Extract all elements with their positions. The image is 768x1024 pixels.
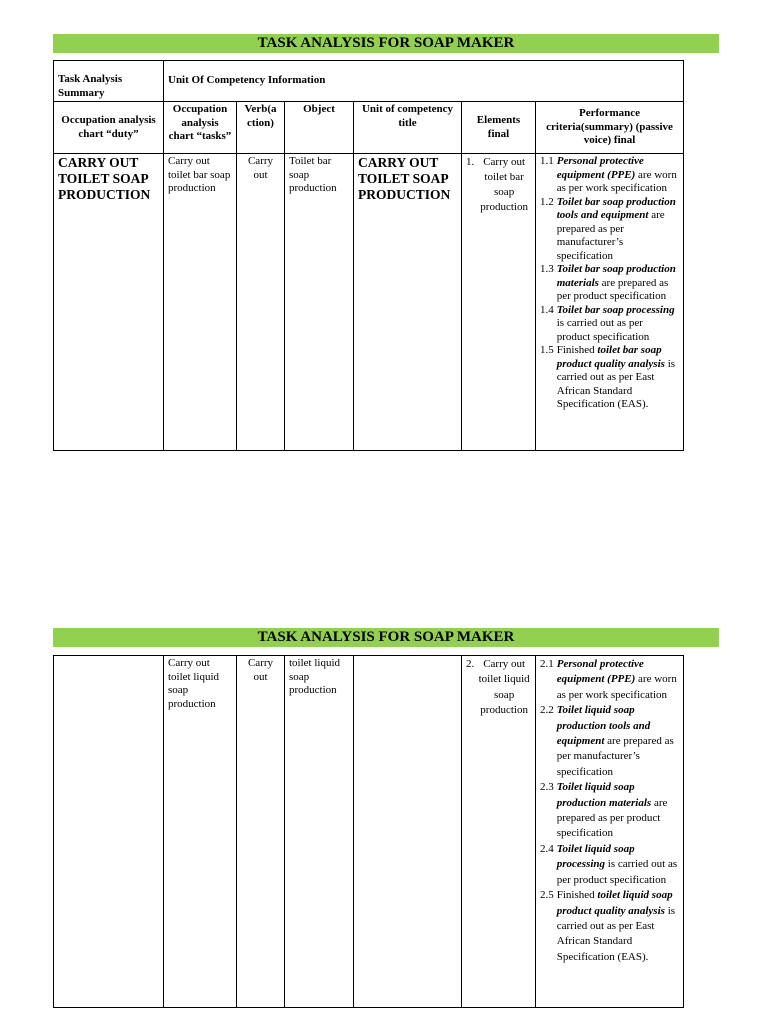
criteria-text — [557, 780, 679, 842]
criteria-suffix: are worn as per work specification — [556, 168, 677, 194]
criteria-number: 2.2 — [540, 704, 554, 717]
criteria-suffix: are worn as per work specification — [556, 673, 677, 701]
table-row — [54, 61, 684, 102]
header-unit-title: Unit of competency title — [354, 102, 462, 154]
criteria-number: 1.5 — [540, 344, 554, 356]
task-cell: Carry out toilet bar soap production — [164, 154, 237, 451]
criteria-emphasis: Personal protective equipment (PPE) — [556, 155, 644, 181]
criteria-item — [540, 263, 679, 304]
criteria-item — [540, 657, 679, 703]
banner-title: TASK ANALYSIS FOR SOAP MAKER — [53, 34, 719, 53]
criteria-item — [540, 304, 679, 345]
criteria-list — [540, 657, 679, 965]
element-text: Carry out toilet bar soap production — [480, 156, 528, 213]
element-text: Carry out toilet liquid soap production — [478, 658, 530, 717]
criteria-item — [540, 703, 679, 780]
criteria-emphasis: Personal protective equipment (PPE) — [556, 658, 644, 686]
criteria-number: 1.4 — [540, 303, 554, 316]
duty-cell — [54, 656, 164, 1008]
criteria-emphasis: toilet bar soap product quality analysis — [556, 344, 665, 370]
object-cell: toilet liquid soap production — [285, 656, 354, 1008]
element-cell — [462, 656, 536, 1008]
banner-title: TASK ANALYSIS FOR SOAP MAKER — [53, 628, 719, 647]
header-verb: Verb(a ction) — [237, 102, 285, 154]
header-duty: Occupation analysis chart “duty” — [54, 102, 164, 154]
criteria-text — [557, 263, 679, 304]
criteria-item — [540, 196, 679, 264]
element-number: 1. — [466, 156, 475, 168]
criteria-text — [557, 196, 679, 264]
criteria-text — [557, 304, 679, 345]
table-row — [54, 154, 684, 451]
criteria-suffix: are prepared as per manufacturer’s specification — [556, 209, 665, 262]
header-elements: Elements final — [462, 102, 536, 154]
criteria-emphasis: Toilet bar soap production materials — [556, 263, 676, 289]
criteria-suffix: is carried out as per product specification — [556, 317, 650, 343]
header-tasks: Occupation analysis chart “tasks” — [164, 102, 237, 154]
criteria-suffix: are prepared as per manufacturer’s specification — [556, 735, 674, 778]
criteria-suffix: is carried out as per product specification — [556, 858, 678, 886]
criteria-number: 2.5 — [540, 889, 554, 902]
criteria-prefix: Finished — [556, 889, 598, 902]
criteria-emphasis: Toilet bar soap processing — [556, 303, 675, 316]
criteria-item — [540, 344, 679, 412]
criteria-number: 2.3 — [540, 781, 554, 794]
criteria-suffix: are prepared as per product specification — [556, 276, 669, 302]
criteria-emphasis: Toilet liquid soap processing — [556, 842, 635, 871]
criteria-text — [557, 842, 679, 888]
criteria-emphasis: Toilet bar soap production tools and equipment — [556, 195, 676, 221]
header-row — [54, 102, 684, 154]
element-item — [466, 657, 531, 719]
criteria-item — [540, 888, 679, 965]
criteria-item — [540, 780, 679, 842]
criteria-text — [557, 155, 679, 196]
criteria-item — [540, 155, 679, 196]
task-analysis-table — [53, 655, 684, 1008]
criteria-text — [557, 657, 679, 703]
criteria-suffix: is carried out as per East African Standard Specification (EAS). — [556, 357, 676, 410]
element-number: 2. — [466, 658, 475, 670]
unit-title-cell — [354, 656, 462, 1008]
criteria-number: 2.1 — [540, 658, 554, 670]
criteria-item — [540, 842, 679, 888]
criteria-suffix: is carried out as per East African Standard Specification (EAS). — [556, 904, 676, 963]
element-item — [466, 155, 531, 215]
duty-cell: CARRY OUT TOILET SOAP PRODUCTION — [54, 154, 164, 451]
verb-cell: Carry out — [237, 656, 285, 1008]
element-cell — [462, 154, 536, 451]
criteria-number: 2.4 — [540, 842, 554, 855]
object-cell: Toilet bar soap production — [285, 154, 354, 451]
table-row — [54, 656, 684, 1008]
criteria-number: 1.1 — [540, 155, 554, 167]
criteria-list — [540, 155, 679, 412]
criteria-text — [557, 888, 679, 965]
criteria-text — [557, 344, 679, 412]
header-performance: Performance criteria(summary) (passive voice) final — [536, 102, 684, 154]
verb-cell: Carry out — [237, 154, 285, 451]
criteria-suffix: are prepared as per product specification — [556, 796, 668, 840]
criteria-emphasis: toilet liquid soap product quality analysis — [556, 889, 673, 917]
header-object: Object — [285, 102, 354, 154]
task-analysis-table — [53, 60, 684, 451]
summary-label: Task Analysis Summary — [54, 61, 164, 102]
unit-info-label: Unit Of Competency Information — [164, 61, 684, 102]
unit-title-cell: CARRY OUT TOILET SOAP PRODUCTION — [354, 154, 462, 451]
criteria-prefix: Finished — [556, 344, 598, 356]
criteria-emphasis: Toilet liquid soap production tools and equipment — [556, 704, 651, 748]
criteria-number: 1.3 — [540, 263, 554, 275]
criteria-cell — [536, 154, 684, 451]
criteria-emphasis: Toilet liquid soap production materials — [556, 781, 652, 809]
criteria-number: 1.2 — [540, 195, 554, 208]
task-cell: Carry out toilet liquid soap production — [164, 656, 237, 1008]
criteria-cell — [536, 656, 684, 1008]
criteria-text — [557, 703, 679, 780]
